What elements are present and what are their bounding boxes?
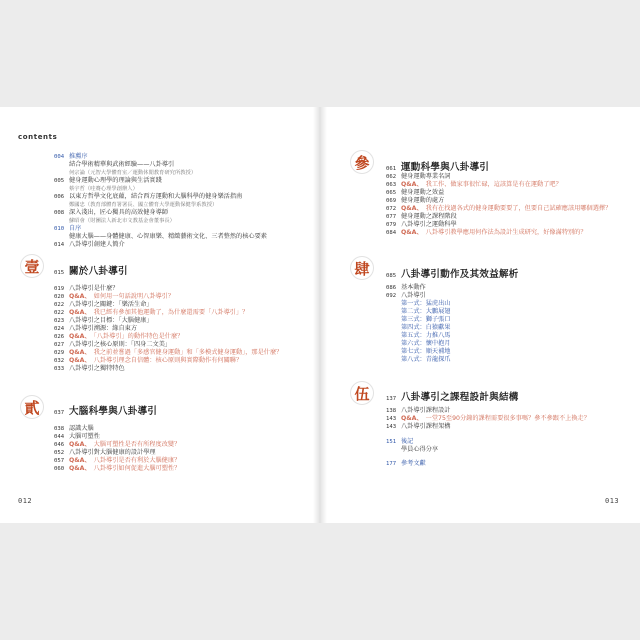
- toc-entry-text: 結合學術精華與武術經驗——八卦導引: [69, 161, 175, 168]
- toc-page-number: 086: [386, 285, 397, 291]
- toc-entry-text: 第五式：力推八馬: [401, 332, 451, 339]
- toc-entry: [54, 457, 180, 465]
- left-page: [0, 107, 320, 523]
- toc-entry-text: 八卦導引創建人簡介: [69, 241, 125, 248]
- toc-entry-text: 健身運動之課程階段: [401, 213, 457, 220]
- toc-page-number: 077: [386, 214, 397, 220]
- toc-entry: [54, 433, 100, 441]
- toc-entry-text: 第二式：大鵬展翅: [401, 308, 451, 315]
- toc-entry-text: 八卦導引如何促進大腦可塑性？: [93, 465, 181, 472]
- toc-entry: [386, 316, 451, 324]
- toc-entry-text: 以東方哲學文化底蘊，結合西方運動和大腦科學的健身樂活指南: [69, 193, 243, 200]
- toc-entry-text: 「八卦導引」的動作特色是什麼？: [93, 333, 184, 340]
- toc-page-number: 004: [54, 154, 65, 160]
- toc-entry: [386, 446, 438, 454]
- toc-entry: [54, 349, 282, 357]
- toc-entry-text: 如何用一句話說明八卦導引？: [93, 293, 175, 300]
- toc-entry-text: 健身運動之效益: [401, 189, 445, 196]
- toc-entry: [386, 229, 587, 237]
- toc-entry: [54, 185, 138, 193]
- toc-page-number: 010: [54, 226, 65, 232]
- toc-entry: [386, 407, 451, 415]
- section-number-badge: 貳: [20, 395, 44, 419]
- toc-entry: [54, 425, 94, 433]
- toc-entry-text: 八卦導引之關鍵：「樂活生命」: [69, 301, 153, 308]
- section-number-badge: 伍: [350, 381, 374, 405]
- toc-page-number: 032: [54, 358, 65, 364]
- toc-page-number: 079: [386, 222, 397, 228]
- toc-entry-text: 推薦序: [69, 153, 88, 160]
- toc-entry-text: 第一式：猛虎出山: [401, 300, 451, 307]
- toc-entry: [54, 209, 168, 217]
- page-number-left: 012: [18, 497, 33, 505]
- toc-entry-text: 健身運動的處方: [401, 197, 445, 204]
- toc-entry-text: 八卦導引之目標：「大腦健康」: [69, 317, 153, 324]
- book-spread: [0, 107, 640, 523]
- toc-page-number: 006: [54, 194, 65, 200]
- toc-entry: [54, 441, 180, 449]
- section-heading: [54, 259, 128, 278]
- toc-entry: [386, 213, 457, 221]
- toc-page-number: 022: [54, 302, 65, 308]
- toc-entry: [54, 449, 156, 457]
- toc-page-number: 046: [54, 442, 65, 448]
- qa-tag: Q&A、: [69, 457, 91, 464]
- toc-entry-text: 八卦導引理念自信體：核心原則與實際動作有何關聯？: [93, 357, 243, 364]
- toc-page-number: 084: [386, 230, 397, 236]
- toc-page-number: 065: [386, 190, 397, 196]
- toc-entry-text: 蔡宇哲（哇賽心理學創辦人）: [69, 186, 138, 192]
- toc-entry-text: 大腦可塑性: [69, 433, 100, 440]
- qa-tag: Q&A、: [401, 415, 423, 422]
- toc-entry: [54, 225, 81, 233]
- toc-entry: [54, 301, 153, 309]
- section-heading: [386, 385, 519, 404]
- section-heading: [54, 399, 157, 418]
- toc-page-number: 052: [54, 450, 65, 456]
- toc-entry: [54, 293, 174, 301]
- toc-entry: [54, 161, 174, 169]
- toc-entry-text: 八卦導引教學應用何作法為設計生成研究，好像滿特別的？: [425, 229, 587, 236]
- toc-page-number: 072: [386, 206, 397, 212]
- section-title: 關於八卦導引: [69, 266, 128, 277]
- toc-entry-text: 八卦導引是否有利於大腦健康？: [93, 457, 181, 464]
- toc-entry: [54, 325, 137, 333]
- section-number-badge: 壹: [20, 254, 44, 278]
- toc-entry-text: 八卦導引之運動科學: [401, 221, 457, 228]
- toc-entry: [386, 284, 426, 292]
- toc-page-number: 143: [386, 424, 397, 430]
- toc-page-number: 143: [386, 416, 397, 422]
- section-title: 大腦科學與八卦導引: [69, 406, 158, 417]
- toc-entry-text: 八卦導引是什麼？: [69, 285, 119, 292]
- section-title: 八卦導引動作及其效益解析: [401, 269, 519, 280]
- toc-entry: [386, 332, 451, 340]
- qa-tag: Q&A、: [69, 349, 91, 356]
- qa-tag: Q&A、: [69, 333, 91, 340]
- qa-tag: Q&A、: [401, 229, 423, 236]
- toc-entry: [386, 423, 451, 431]
- section-number-badge: 參: [350, 150, 374, 174]
- toc-page-number: 026: [54, 334, 65, 340]
- toc-entry-text: 八卦導引之獨特特色: [69, 365, 125, 372]
- section-title: 運動科學與八卦導引: [401, 162, 490, 173]
- toc-entry-text: 八卦導引對大腦健康的設計學理: [69, 449, 156, 456]
- toc-entry: [54, 177, 162, 185]
- toc-entry: [54, 233, 267, 241]
- toc-entry: [386, 181, 562, 189]
- toc-entry-text: 八卦導引課程設計: [401, 407, 451, 414]
- toc-entry: [54, 341, 171, 349]
- toc-entry-text: 學員心得分享: [401, 446, 439, 453]
- toc-entry-text: 基本動作: [401, 284, 426, 291]
- toc-entry-text: 第七式：順天補地: [401, 348, 451, 355]
- toc-entry: [54, 309, 248, 317]
- toc-entry-text: 健康大腦——身體健康、心智康樂、精緻藝術文化、三者整然的核心要素: [69, 233, 267, 240]
- toc-page-number: 020: [54, 294, 65, 300]
- toc-entry: [386, 340, 451, 348]
- qa-tag: Q&A、: [401, 181, 423, 188]
- toc-entry: [54, 153, 88, 161]
- toc-entry: [386, 356, 451, 364]
- toc-entry: [386, 221, 457, 229]
- toc-entry: [54, 365, 125, 373]
- toc-entry: [54, 357, 242, 365]
- toc-page-number: 023: [54, 318, 65, 324]
- toc-entry: [54, 169, 196, 177]
- toc-entry: [54, 193, 242, 201]
- toc-page-number: 063: [386, 182, 397, 188]
- qa-tag: Q&A、: [69, 309, 91, 316]
- toc-entry-text: 第四式：白猿獻果: [401, 324, 451, 331]
- toc-entry: [54, 241, 125, 249]
- toc-entry: [54, 285, 119, 293]
- toc-entry-text: 八卦導引: [401, 292, 426, 299]
- toc-entry-text: 何宗論（元智大學體育室／運動休閒教育研究所教授）: [69, 170, 197, 176]
- toc-entry: [54, 201, 217, 209]
- toc-page-number: 024: [54, 326, 65, 332]
- toc-entry: [386, 324, 451, 332]
- toc-entry-text: 第三式：獅子張口: [401, 316, 451, 323]
- toc-entry-text: 第八式：青龍探爪: [401, 356, 451, 363]
- toc-entry: [386, 189, 444, 197]
- toc-page-number: 044: [54, 434, 65, 440]
- toc-entry: [386, 300, 451, 308]
- qa-tag: Q&A、: [69, 441, 91, 448]
- section-page-number: 061: [386, 166, 397, 172]
- toc-entry-text: 深入淺出，匠心獨具的高效健身導師: [69, 209, 168, 216]
- toc-page-number: 069: [386, 198, 397, 204]
- section-title: 八卦導引之課程設計與結構: [401, 392, 519, 403]
- toc-entry: [54, 217, 175, 225]
- qa-tag: Q&A、: [69, 465, 91, 472]
- toc-entry: [54, 333, 183, 341]
- toc-page-number: 019: [54, 286, 65, 292]
- section-page-number: 037: [54, 410, 65, 416]
- qa-tag: Q&A、: [69, 293, 91, 300]
- toc-entry-text: 我工作、做家事很忙碌，這該算是有在運動了吧？: [425, 181, 562, 188]
- toc-entry: [386, 292, 426, 300]
- toc-page-number: 014: [54, 242, 65, 248]
- section-page-number: 085: [386, 273, 397, 279]
- toc-entry-text: 八卦導引之核心原則：「四身二文美」: [69, 341, 172, 348]
- toc-entry-text: 八卦導引課程架構: [401, 423, 451, 430]
- toc-entry-text: 健身運動心理學的理論與生活實踐: [69, 177, 162, 184]
- section-heading: [386, 155, 489, 174]
- toc-entry-text: 蘇昭會（財團法人新北市文教基金會董事長）: [69, 218, 175, 224]
- toc-page-number: 008: [54, 210, 65, 216]
- toc-page-number: 177: [386, 461, 397, 467]
- page-number-right: 013: [605, 497, 620, 505]
- contents-label: contents: [18, 133, 58, 141]
- right-page: [320, 107, 640, 523]
- toc-entry-text: 一堂75至90分鐘的課程需要很多事嗎？參不參跟不上換走？: [425, 415, 590, 422]
- section-number-badge: 肆: [350, 256, 374, 280]
- toc-entry-text: 我已經有參加其他運動了，為什麼還需要「八卦導引」？: [93, 309, 249, 316]
- toc-entry: [386, 173, 451, 181]
- toc-entry: [386, 308, 451, 316]
- toc-page-number: 092: [386, 293, 397, 299]
- toc-page-number: 057: [54, 458, 65, 464]
- qa-tag: Q&A、: [69, 357, 91, 364]
- toc-page-number: 033: [54, 366, 65, 372]
- section-heading: [386, 262, 519, 281]
- toc-entry: [386, 438, 413, 446]
- toc-entry-text: 認識大腦: [69, 425, 94, 432]
- toc-entry: [386, 197, 444, 205]
- toc-entry-text: 八卦導引溯源：緣自東方: [69, 325, 138, 332]
- toc-entry: [54, 317, 153, 325]
- toc-page-number: 151: [386, 439, 397, 445]
- toc-entry-text: 參考文獻: [401, 460, 426, 467]
- toc-entry-text: 自序: [69, 225, 82, 232]
- section-page-number: 015: [54, 270, 65, 276]
- toc-entry-text: 我之前並嘗過「多感官健身運動」和「多模式健身運動」，那是什麼？: [93, 349, 283, 356]
- toc-entry: [386, 205, 611, 213]
- toc-page-number: 005: [54, 178, 65, 184]
- toc-page-number: 062: [386, 174, 397, 180]
- toc-entry-text: 鄭國忠（教育部體育署署長、國立體育大學運動保健學系教授）: [69, 202, 218, 208]
- toc-entry-text: 我有在找過各式的健身運動要要了，但要自己試確應該用哪個選擇？: [425, 205, 612, 212]
- toc-entry: [54, 465, 180, 473]
- toc-page-number: 022: [54, 310, 65, 316]
- toc-entry-text: 第六式：懷中抱月: [401, 340, 451, 347]
- toc-entry: [386, 348, 451, 356]
- toc-entry-text: 大腦可塑性是否有所程度改變？: [93, 441, 181, 448]
- toc-page-number: 138: [386, 408, 397, 414]
- toc-entry: [386, 415, 590, 423]
- toc-entry: [386, 460, 426, 468]
- toc-entry-text: 健身運動專業名詞: [401, 173, 451, 180]
- section-page-number: 137: [386, 396, 397, 402]
- toc-page-number: 038: [54, 426, 65, 432]
- toc-page-number: 029: [54, 350, 65, 356]
- qa-tag: Q&A、: [401, 205, 423, 212]
- toc-entry-text: 後記: [401, 438, 414, 445]
- toc-page-number: 060: [54, 466, 65, 472]
- toc-page-number: 027: [54, 342, 65, 348]
